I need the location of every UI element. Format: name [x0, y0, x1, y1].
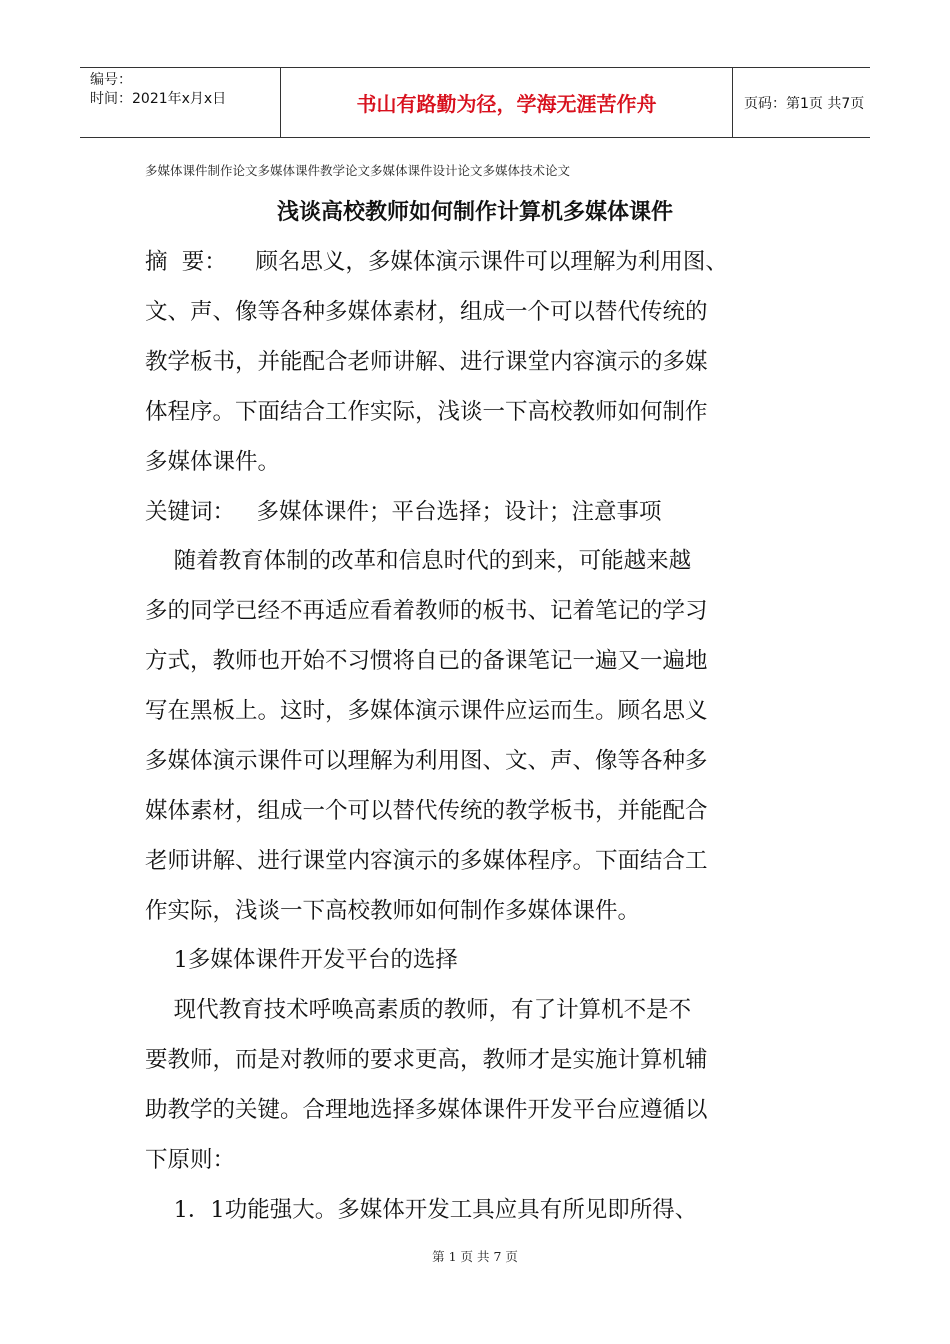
- motto: 书山有路勤为径，学海无涯苦作舟: [281, 68, 733, 137]
- text-line: 体程序。下面结合工作实际，浅谈一下高校教师如何制作: [145, 399, 708, 425]
- text-line: 助教学的关键。合理地选择多媒体课件开发平台应遵循以: [145, 1097, 708, 1123]
- text-line: 作实际，浅谈一下高校教师如何制作多媒体课件。: [145, 898, 641, 924]
- text-line: 下原则：: [145, 1147, 236, 1173]
- text-line: 摘 要： 顾名思义，多媒体演示课件可以理解为利用图、: [145, 249, 728, 275]
- text-line: 现代教育技术呼唤高素质的教师，有了计算机不是不: [145, 997, 692, 1023]
- document-title: 浅谈高校教师如何制作计算机多媒体课件: [276, 199, 673, 225]
- text-line: 要教师，而是对教师的要求更高，教师才是实施计算机辅: [145, 1047, 708, 1073]
- page-footer: 第 1 页 共 7 页: [432, 1249, 518, 1264]
- keyword-tags: 多媒体课件制作论文多媒体课件教学论文多媒体课件设计论文多媒体技术论文: [145, 163, 571, 178]
- time-label: 时间：2021年x月x日: [90, 91, 227, 107]
- text-line: 文、声、像等各种多媒体素材，组成一个可以替代传统的: [145, 299, 708, 325]
- text-line: 老师讲解、进行课堂内容演示的多媒体程序。下面结合工: [145, 848, 708, 874]
- text-line: 随着教育体制的改革和信息时代的到来，可能越来越: [145, 548, 692, 574]
- text-line: 多媒体演示课件可以理解为利用图、文、声、像等各种多: [145, 748, 708, 774]
- text-line: 方式，教师也开始不习惯将自已的备课笔记一遍又一遍地: [145, 648, 708, 674]
- text-line: 写在黑板上。这时，多媒体演示课件应运而生。顾名思义: [145, 698, 708, 724]
- text-line: 媒体素材，组成一个可以替代传统的教学板书，并能配合: [145, 798, 708, 824]
- text-line: 教学板书，并能配合老师讲解、进行课堂内容演示的多媒: [145, 349, 708, 375]
- text-line: 多的同学已经不再适应看着教师的板书、记着笔记的学习: [145, 598, 708, 624]
- number-label: 编号：: [90, 72, 132, 88]
- header-info: [80, 68, 281, 137]
- text-line: 多媒体课件。: [145, 449, 281, 475]
- page-header: [80, 67, 870, 138]
- page-code: 页码：第1页 共7页: [744, 95, 865, 112]
- text-line: 1．1功能强大。多媒体开发工具应具有所见即所得、: [145, 1197, 698, 1223]
- section-heading: 1多媒体课件开发平台的选择: [145, 947, 458, 973]
- keywords-line: 关键词： 多媒体课件；平台选择；设计；注意事项: [145, 499, 662, 525]
